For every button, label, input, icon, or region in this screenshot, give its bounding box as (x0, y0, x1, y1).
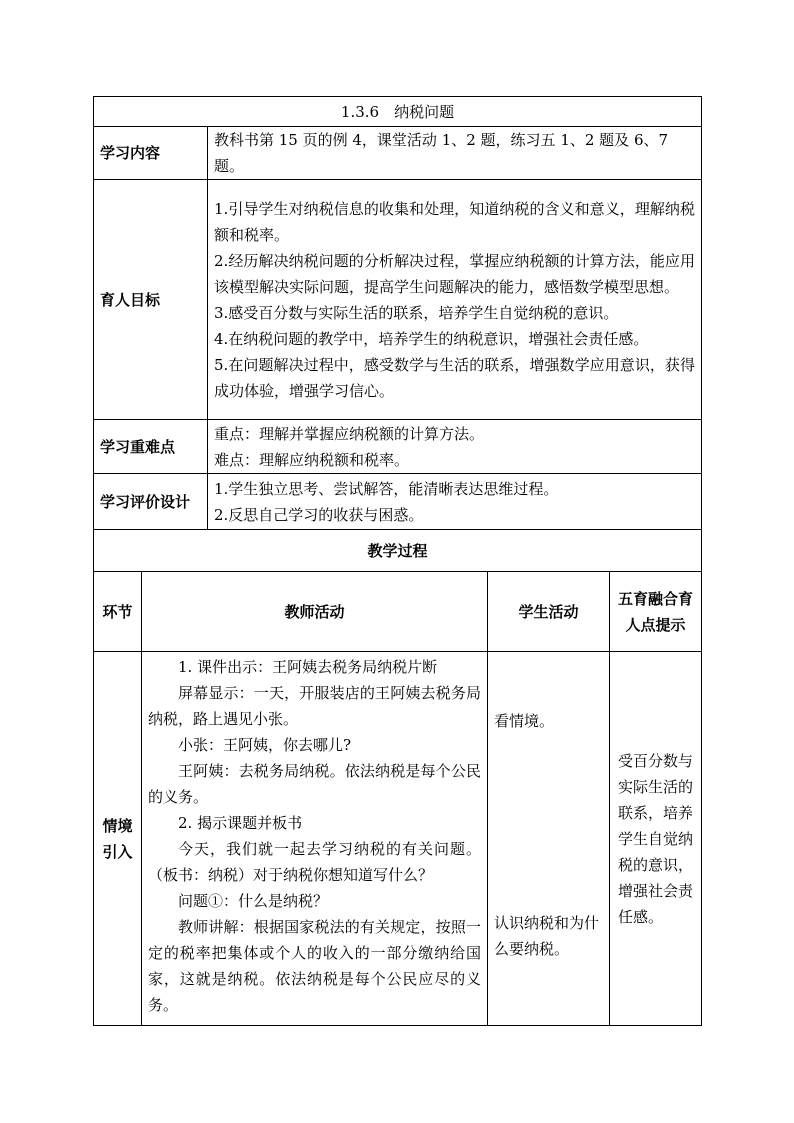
student-line: 看情境。 (494, 712, 555, 730)
goal-item: 5.在问题解决过程中，感受数学与生活的联系，增强数学应用意识，获得成功体验，增强学习信心。 (214, 355, 695, 400)
lesson-table (93, 96, 702, 1026)
evaluation-item: 1.学生独立思考、尝试解答，能清晰表达思维过程。 (214, 479, 559, 498)
goal-item: 3.感受百分数与实际生活的联系，培养学生自觉纳税的意识。 (214, 303, 619, 322)
lesson-title: 1.3.6 纳税问题 (94, 97, 702, 127)
student-line: 认识纳税和为什么要纳税。 (494, 914, 600, 958)
goal-item: 1.引导学生对纳税信息的收集和处理，知道纳税的含义和意义，理解纳税额和税率。 (214, 199, 695, 244)
stage-header: 环节 (94, 572, 142, 652)
evaluation-cell (208, 474, 702, 530)
lesson-plan (93, 96, 701, 1026)
teacher-line: 2. 揭示课题并板书 (178, 814, 303, 832)
student-activity (488, 652, 610, 1026)
content-label: 学习内容 (94, 127, 208, 180)
goals-label: 育人目标 (94, 180, 208, 420)
student-header: 学生活动 (488, 572, 610, 652)
keypoints-label: 学习重难点 (94, 420, 208, 474)
evaluation-label: 学习评价设计 (94, 474, 208, 530)
teacher-line: 教师讲解：根据国家税法的有关规定，按照一定的税率把集体或个人的收入的一部分缴纳给国家，这就是纳税。依法纳税是每个公民应尽的义务。 (148, 918, 481, 1014)
evaluation-item: 2.反思自己学习的收获与困惑。 (214, 505, 424, 524)
fusion-point: 受百分数与实际生活的联系，培养学生自觉纳税的意识，增强社会责任感。 (610, 652, 702, 1026)
stage-name: 情境引入 (94, 652, 142, 1026)
fusion-header: 五育融合育人点提示 (610, 572, 702, 652)
teacher-line: 屏幕显示：一天，开服装店的王阿姨去税务局纳税，路上遇见小张。 (148, 684, 481, 728)
teacher-line: 王阿姨：去税务局纳税。依法纳税是每个公民的义务。 (148, 762, 481, 806)
teacher-line: 小张：王阿姨，你去哪儿? (178, 736, 352, 754)
keypoint-item: 难点：理解应纳税额和税率。 (214, 450, 410, 469)
process-heading: 教学过程 (94, 530, 702, 572)
teacher-line: 今天，我们就一起去学习纳税的有关问题。（板书：纳税）对于纳税你想知道写什么？ (148, 840, 481, 884)
keypoint-item: 重点：理解并掌握应纳税额的计算方法。 (214, 424, 485, 443)
content-text: 教科书第 15 页的例 4，课堂活动 1、2 题，练习五 1、2 题及 6、7 题。 (208, 127, 702, 180)
teacher-header: 教师活动 (142, 572, 488, 652)
keypoints-cell (208, 420, 702, 474)
goals-cell (208, 180, 702, 420)
goal-item: 2.经历解决纳税问题的分析解决过程，掌握应纳税额的计算方法，能应用该模型解决实际问题，提高学生问题解决的能力，感悟数学模型思想。 (214, 251, 695, 296)
teacher-activity (142, 652, 488, 1026)
teacher-line: 问题①：什么是纳税？ (178, 892, 329, 910)
teacher-line: 1. 课件出示：王阿姨去税务局纳税片断 (178, 658, 438, 676)
goal-item: 4.在纳税问题的教学中，培养学生的纳税意识，增强社会责任感。 (214, 329, 649, 348)
